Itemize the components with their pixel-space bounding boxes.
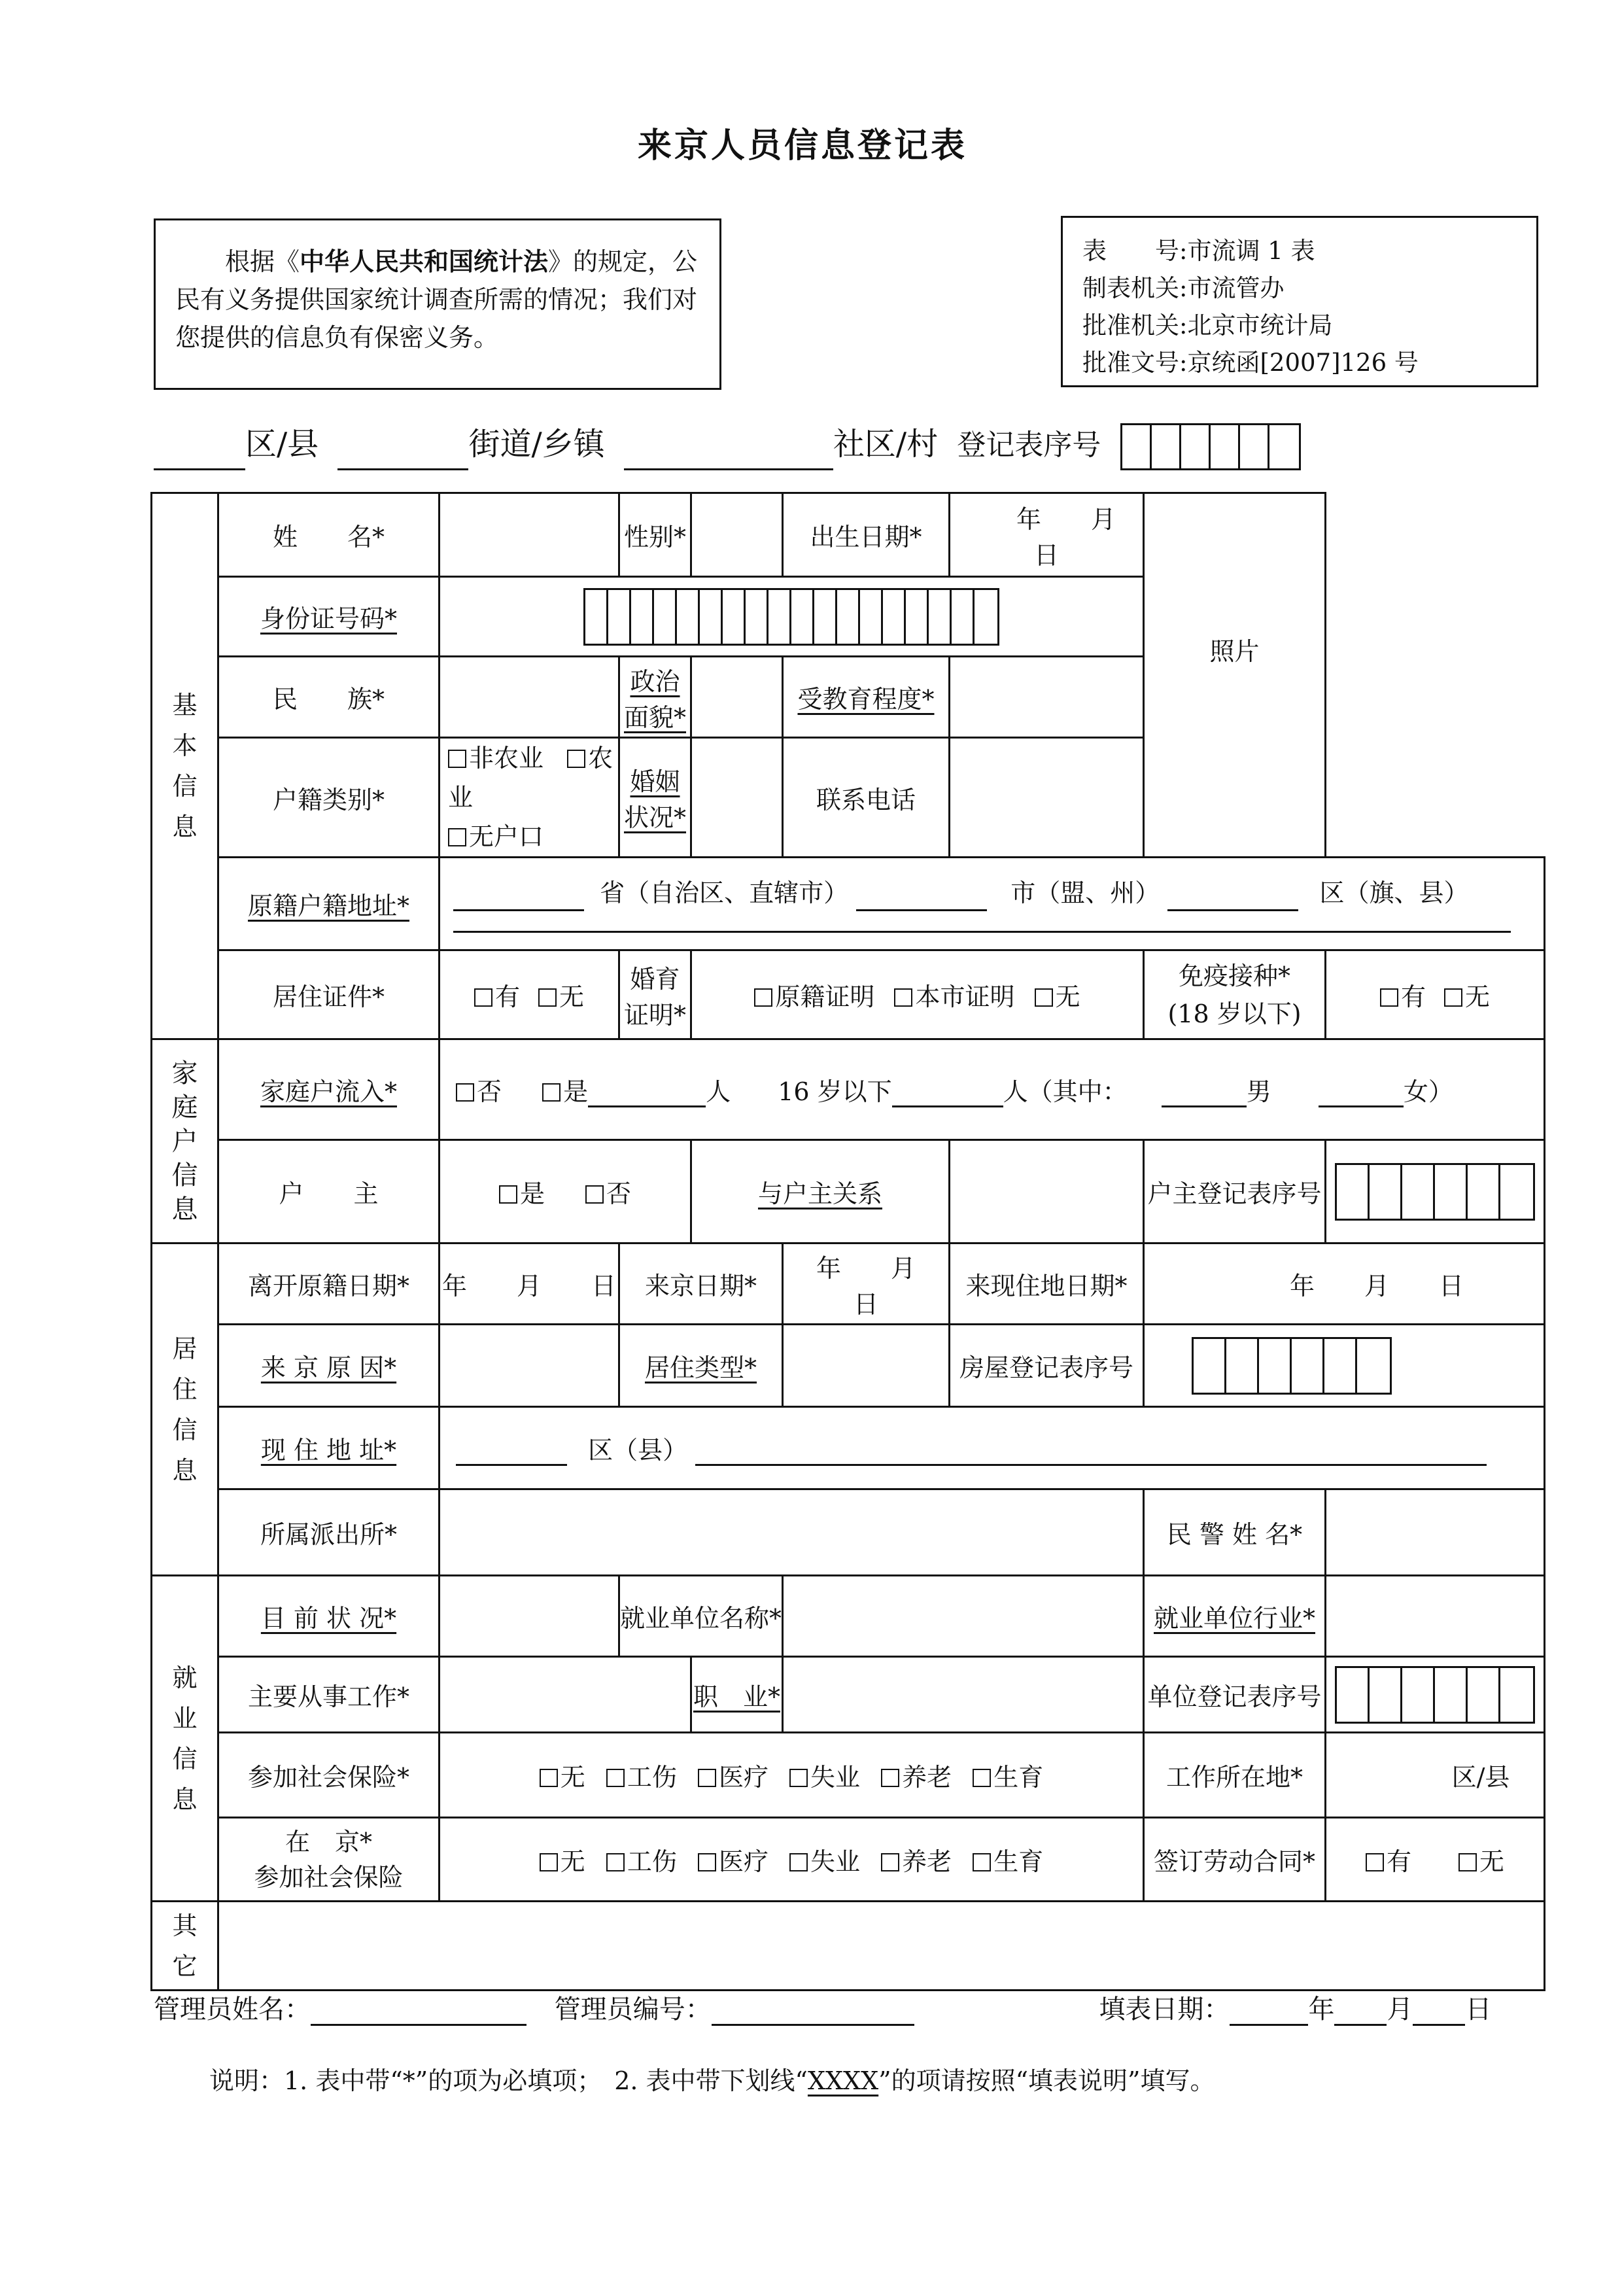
photo-area[interactable] <box>1144 493 1326 858</box>
officer-label: 民 警 姓 名* <box>1144 1489 1326 1576</box>
officer-field[interactable] <box>1326 1489 1545 1576</box>
beijing-insurance-options <box>440 1818 1144 1902</box>
labor-contract-label: 签订劳动合同* <box>1144 1818 1326 1902</box>
orig-address-label: 原籍户籍地址* <box>218 858 440 950</box>
meta-form-number: 表 号:市流调 1 表 <box>1082 237 1315 265</box>
industry-label: 就业单位行业* <box>1144 1576 1326 1657</box>
leave-date-field[interactable]: 年 月 日 <box>440 1244 619 1325</box>
form-title: 来京人员信息登记表 <box>637 126 967 165</box>
confidentiality-notice <box>154 218 721 390</box>
street-field[interactable] <box>337 432 468 470</box>
notice-suffix: 》的规定，公民有义务提供国家统计调查所需的情况；我们对您提供的信息负有保密义务。 <box>175 247 698 352</box>
city-field[interactable] <box>856 883 987 911</box>
occupation-field[interactable] <box>783 1657 1144 1733</box>
birth-cert-none[interactable]: 无 <box>1035 983 1080 1011</box>
meta-approval-doc: 批准文号:京统函[2007]126 号 <box>1082 349 1419 377</box>
ethnicity-field[interactable] <box>440 657 619 738</box>
employer-label: 就业单位名称* <box>619 1576 783 1657</box>
registration-form-table <box>150 492 1545 1991</box>
city-label: 市（盟、州） <box>1010 878 1160 907</box>
arrive-date-field[interactable]: 年 月 日 <box>783 1244 950 1325</box>
serial-boxes[interactable] <box>1120 423 1301 470</box>
arrive-date-label: 来京日期* <box>619 1244 783 1325</box>
serial-label: 登记表序号 <box>957 428 1101 462</box>
other-field[interactable] <box>218 1902 1545 1991</box>
permit-no[interactable]: 无 <box>538 983 584 1011</box>
residence-permit-label: 居住证件* <box>218 950 440 1039</box>
vaccination-options <box>1326 950 1545 1039</box>
name-field[interactable] <box>440 493 619 577</box>
province-label: 省（自治区、直辖市） <box>600 878 849 907</box>
birth-cert-label: 婚育证明* <box>619 950 691 1039</box>
meta-issuer: 制表机关:市流管办 <box>1082 274 1285 302</box>
street-label: 街道/乡镇 <box>468 426 605 462</box>
unit-serial-boxes[interactable] <box>1335 1666 1535 1724</box>
hukou-option-agri[interactable]: 农业 <box>448 744 613 812</box>
employer-field[interactable] <box>783 1576 1144 1657</box>
head-serial-boxes[interactable] <box>1335 1163 1535 1221</box>
meta-approver: 批准机关:北京市统计局 <box>1082 311 1333 339</box>
id-number-boxes[interactable] <box>583 588 999 646</box>
reason-field[interactable] <box>440 1325 619 1407</box>
county-field[interactable] <box>1167 883 1298 911</box>
head-no[interactable]: 否 <box>585 1179 631 1208</box>
phone-label: 联系电话 <box>783 738 950 858</box>
district-label: 区/县 <box>245 426 319 462</box>
gender-label: 性别* <box>619 493 691 577</box>
instructions-note: 说明：1. 表中带“*”的项为必填项； 2. 表中带下划线“XXXX”的项请按照“填表说明”填写。 <box>209 2066 1215 2095</box>
permit-yes[interactable]: 有 <box>474 983 520 1011</box>
unit-serial-label: 单位登记表序号 <box>1144 1657 1326 1733</box>
inflow-field: 否 是 人 16 岁以下 人（其中： 男 女） <box>440 1039 1545 1140</box>
relation-field[interactable] <box>950 1140 1144 1244</box>
section-basic-info: 基本信息 <box>152 493 218 1039</box>
section-residence-info: 居住信息 <box>152 1244 218 1576</box>
occupation-label: 职 业* <box>691 1657 783 1733</box>
head-yes[interactable]: 是 <box>499 1179 545 1208</box>
social-insurance-options <box>440 1733 1144 1818</box>
community-field[interactable] <box>624 432 833 470</box>
head-serial-field[interactable] <box>1326 1140 1545 1244</box>
marital-label: 婚姻状况* <box>619 738 691 858</box>
bj-si-medical[interactable]: 医疗 <box>698 1847 768 1876</box>
bj-si-injury[interactable]: 工伤 <box>606 1847 677 1876</box>
si-medical[interactable]: 医疗 <box>698 1763 768 1792</box>
notice-prefix: 根据《 <box>225 247 300 276</box>
hukou-option-nonagri[interactable]: 非农业 <box>448 744 544 773</box>
labor-contract-options <box>1326 1818 1545 1902</box>
household-head-label: 户 主 <box>218 1140 440 1244</box>
fill-year-field[interactable] <box>1230 1998 1308 2026</box>
registration-line <box>154 419 1301 464</box>
checkbox-icon <box>448 828 466 846</box>
inflow-label: 家庭户流入* <box>218 1039 440 1140</box>
vaccination-no[interactable]: 无 <box>1444 983 1490 1011</box>
current-address-field: 区（县） <box>440 1407 1545 1489</box>
province-field[interactable] <box>453 883 584 911</box>
vaccination-label: 免疫接种* (18 岁以下) <box>1144 950 1326 1039</box>
underline-example: XXXX <box>807 2066 879 2095</box>
hukou-type-label: 户籍类别* <box>218 738 440 858</box>
status-label: 目 前 状 况* <box>218 1576 440 1657</box>
inflow-yes[interactable]: 是 <box>542 1077 588 1106</box>
bj-si-maternity[interactable]: 生育 <box>973 1847 1043 1876</box>
housing-type-label: 居住类型* <box>619 1325 783 1407</box>
inflow-count-field[interactable] <box>588 1079 706 1107</box>
admin-name-label: 管理员姓名： <box>154 1994 311 2025</box>
admin-id-label: 管理员编号： <box>554 1994 712 2025</box>
current-date-field[interactable]: 年 月 日 <box>1144 1244 1545 1325</box>
police-station-label: 所属派出所* <box>218 1489 440 1576</box>
gender-field[interactable] <box>691 493 783 577</box>
checkbox-icon <box>448 750 466 768</box>
si-injury[interactable]: 工伤 <box>606 1763 677 1792</box>
si-none[interactable]: 无 <box>540 1763 585 1792</box>
bj-si-pension[interactable]: 养老 <box>881 1847 952 1876</box>
leave-date-label: 离开原籍日期* <box>218 1244 440 1325</box>
contract-no[interactable]: 无 <box>1458 1847 1504 1876</box>
bj-si-unemployment[interactable]: 失业 <box>789 1847 860 1876</box>
household-head-options <box>440 1140 691 1244</box>
main-work-field[interactable] <box>440 1657 691 1733</box>
work-location-label: 工作所在地* <box>1144 1733 1326 1818</box>
phone-field[interactable] <box>950 738 1144 858</box>
form-metadata-box <box>1061 216 1538 387</box>
current-address-line[interactable] <box>695 1438 1487 1466</box>
house-serial-label: 房屋登记表序号 <box>950 1325 1144 1407</box>
housing-type-field[interactable] <box>783 1325 950 1407</box>
ethnicity-label: 民 族* <box>218 657 440 738</box>
birth-cert-options <box>691 950 1144 1039</box>
unit-serial-field[interactable] <box>1326 1657 1545 1733</box>
birth-cert-local[interactable]: 本市证明 <box>894 983 1014 1011</box>
current-address-label: 现 住 地 址* <box>218 1407 440 1489</box>
id-number-label: 身份证号码* <box>218 577 440 657</box>
political-field[interactable] <box>691 657 783 738</box>
education-label: 受教育程度* <box>783 657 950 738</box>
county-label: 区（旗、县） <box>1319 878 1469 907</box>
under16-count-field[interactable] <box>892 1079 1003 1107</box>
hukou-type-options <box>440 738 619 858</box>
vaccination-yes[interactable]: 有 <box>1380 983 1426 1011</box>
main-work-label: 主要从事工作* <box>218 1657 440 1733</box>
notice-law-name: 中华人民共和国统计法 <box>300 247 549 276</box>
political-label: 政治面貌* <box>619 657 691 738</box>
district-field[interactable] <box>154 432 245 470</box>
head-serial-label: 户主登记表序号 <box>1144 1140 1326 1244</box>
house-serial-field[interactable] <box>1144 1325 1545 1407</box>
house-serial-boxes[interactable] <box>1192 1337 1392 1395</box>
work-location-field[interactable]: 区/县 <box>1326 1733 1545 1818</box>
education-field[interactable] <box>950 657 1144 738</box>
section-household-info: 家庭户信息 <box>152 1039 218 1244</box>
photo-label: 照片 <box>1209 636 1260 666</box>
beijing-insurance-label: 在 京* 参加社会保险 <box>218 1818 440 1902</box>
reason-label: 来 京 原 因* <box>218 1325 440 1407</box>
admin-footer: 管理员姓名： 管理员编号： 填表日期： 年 月 日 <box>154 1994 1492 2025</box>
birth-date-label: 出生日期* <box>783 493 950 577</box>
marital-field[interactable] <box>691 738 783 858</box>
address-detail-line[interactable] <box>453 911 1511 933</box>
hukou-option-none[interactable]: 无户口 <box>448 822 544 851</box>
status-field[interactable] <box>440 1576 619 1657</box>
bj-si-none[interactable]: 无 <box>540 1847 585 1876</box>
checkbox-icon <box>567 750 585 768</box>
id-number-field[interactable] <box>440 577 1144 657</box>
section-employment-info: 就业信息 <box>152 1576 218 1902</box>
birth-date-field[interactable]: 年 月 日 <box>950 493 1144 577</box>
contract-yes[interactable]: 有 <box>1366 1847 1411 1876</box>
current-district-field[interactable] <box>456 1438 567 1466</box>
fill-date-label: 填表日期： <box>1099 1994 1230 2025</box>
admin-id-field[interactable] <box>712 1998 914 2026</box>
section-other: 其它 <box>152 1902 218 1991</box>
name-label: 姓 名* <box>218 493 440 577</box>
si-maternity[interactable]: 生育 <box>973 1763 1043 1792</box>
female-count-field[interactable] <box>1319 1079 1404 1107</box>
fill-day-field[interactable] <box>1413 1998 1465 2026</box>
male-count-field[interactable] <box>1162 1079 1247 1107</box>
si-pension[interactable]: 养老 <box>881 1763 952 1792</box>
current-date-label: 来现住地日期* <box>950 1244 1144 1325</box>
residence-permit-options <box>440 950 619 1039</box>
police-station-field[interactable] <box>440 1489 1144 1576</box>
inflow-no[interactable]: 否 <box>456 1077 502 1106</box>
social-insurance-label: 参加社会保险* <box>218 1733 440 1818</box>
orig-address-field[interactable] <box>440 858 1545 950</box>
community-label: 社区/村 <box>833 426 939 462</box>
birth-cert-orig[interactable]: 原籍证明 <box>754 983 874 1011</box>
si-unemployment[interactable]: 失业 <box>789 1763 860 1792</box>
fill-month-field[interactable] <box>1334 1998 1387 2026</box>
admin-name-field[interactable] <box>311 1998 526 2026</box>
industry-field[interactable] <box>1326 1576 1545 1657</box>
relation-label: 与户主关系 <box>691 1140 950 1244</box>
